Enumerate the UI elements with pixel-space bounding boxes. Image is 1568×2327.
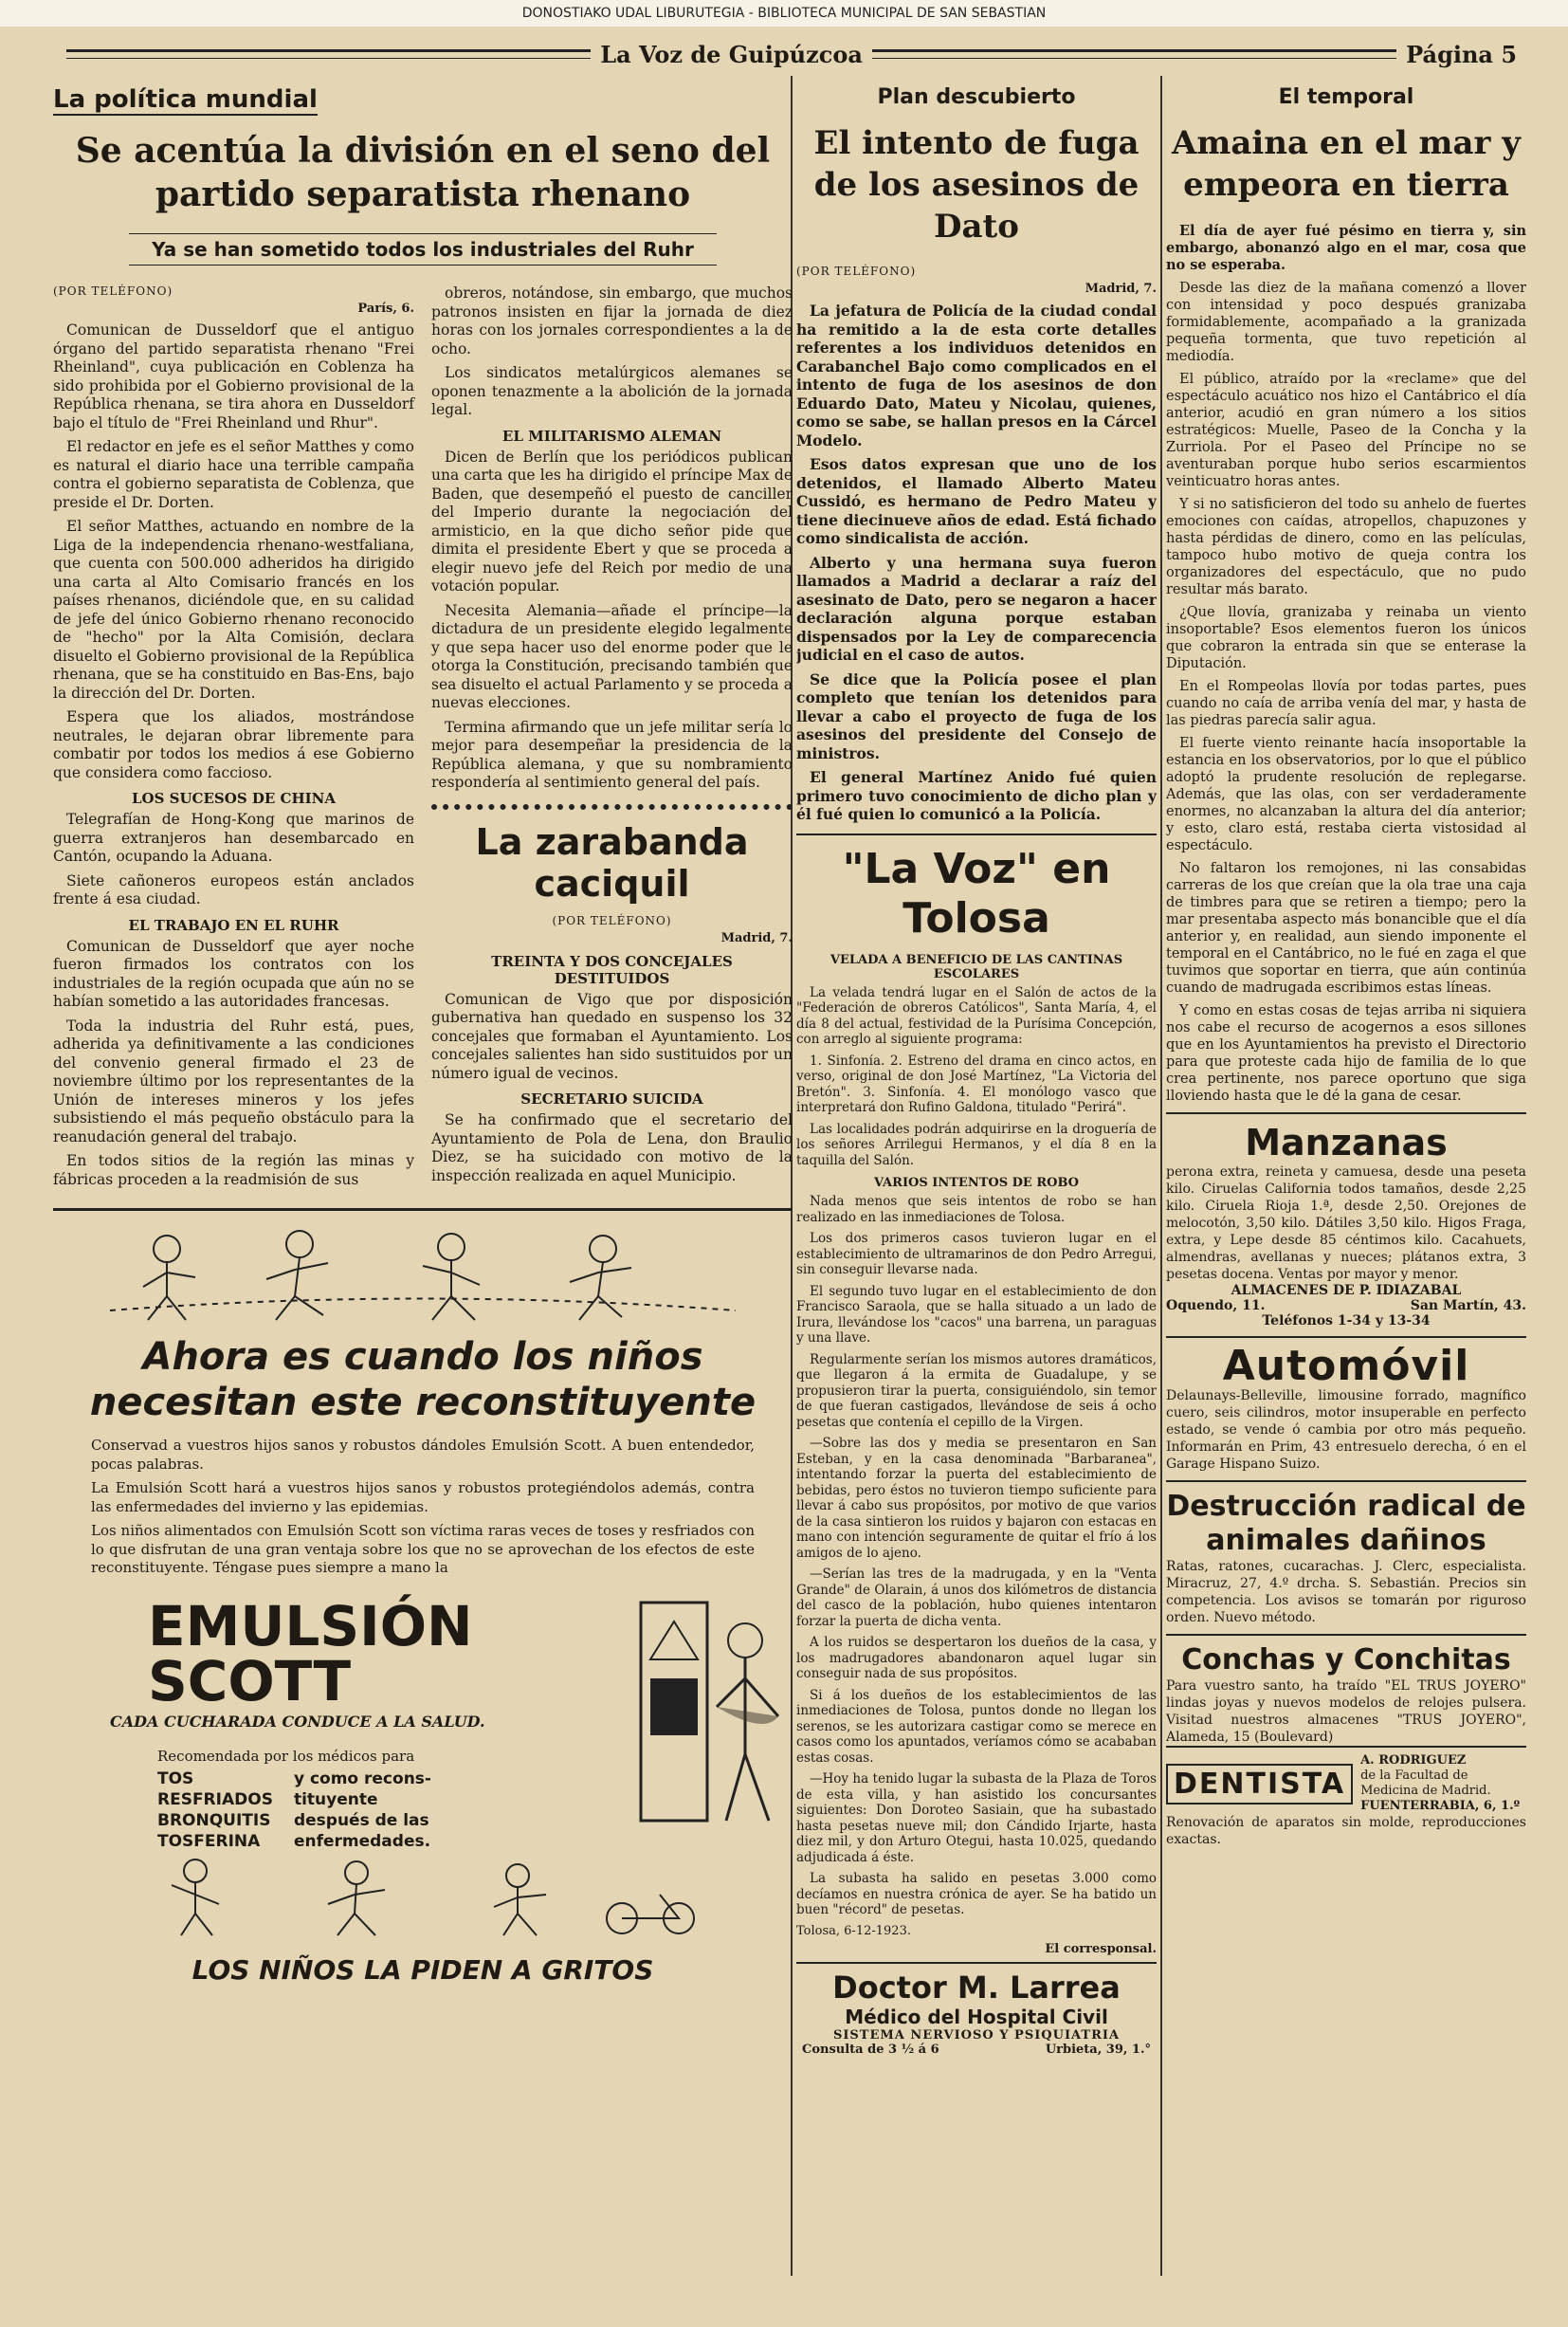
ad-title: Manzanas: [1245, 1122, 1448, 1164]
headline: El intento de fuga de los asesinos de Dato: [813, 124, 1140, 246]
dentista-info: [1360, 1753, 1526, 1814]
section-label: La política mundial: [53, 85, 318, 114]
paragraph: Se ha confirmado que el secretario del Ayuntamiento de Pola de Lena, don Braulio Diez, se ha suicidado con motivo de la inspección realizada en aquel Municipio.: [431, 1111, 793, 1184]
paragraph: La subasta ha salido en pesetas 3.000 como decíamos en nuestra crónica de ayer. Se ha batido un buen "récord" de pesetas.: [796, 1871, 1157, 1917]
ailment-item: TOS: [157, 1768, 194, 1788]
paragraph: Toda la industria del Ruhr está, pues, adherida ya definitivamente a las condiciones del convenio general firmado el 23 de noviembre último por los representantes de la Unión de intereses mineros y los jefes subsistiendo el más pequeño obstáculo para la reanudación general del trabajo.: [53, 1017, 414, 1145]
paragraph: —Serían las tres de la madrugada, y en la "Venta Grande" de Olarain, á unos dos kilómetros de distancia del casco de la población, hubo quienes intentaron forzar la puerta de dicha venta.: [796, 1567, 1157, 1629]
paragraph: Esos datos expresan que uno de los detenidos, el llamado Alberto Mateu Cussidó, es hermano de Pedro Mateu y tiene diecinueve años de edad. Está fichado como sindicalista de acción.: [796, 455, 1157, 547]
paragraph: Se dice que la Policía posee el plan completo que tenían los detenidos para llevar a cabo el proyecto de fuga de los asesinos del presidente del Consejo de ministros.: [796, 669, 1157, 762]
doctor-address: Urbieta, 39, 1.°: [1045, 2042, 1151, 2057]
paragraph: El general Martínez Anido fué quien primero tuvo conocimiento de dicho plan y él fué quien lo comunicó a la Policía.: [796, 768, 1157, 823]
automovil-ad: [1166, 1336, 1526, 1473]
section-label: Plan descubierto: [877, 85, 1076, 109]
ad-slogan: Ahora es cuando los niños necesitan este reconstituyente: [89, 1335, 757, 1424]
doctor-role: Médico del Hospital Civil: [845, 2005, 1108, 2028]
dateline: Madrid, 7.: [720, 930, 793, 945]
children-running-illustration: [53, 1220, 793, 1325]
children-illustration-bottom: [53, 1852, 793, 1937]
dateline: Madrid, 7.: [1085, 282, 1157, 296]
paragraph: La velada tendrá lugar en el Salón de actos de la "Federación de obreros Católicos", Santa María, 4, el día 8 del actual, festividad de la Purísima Concepción, con arreglo al siguiente programa:: [796, 984, 1157, 1047]
ad-text: perona extra, reineta y camuesa, desde una peseta kilo. Ciruelas California todos tamaños, desde 2,25 kilo. Ciruela Rioja 1.ª, desde 2,50. Orejones de melocotón, 3,50 kilo. Dátiles 3,50 kilo. Higos Fraga, extra, y Lepe desde 85 céntimos kilo. Cacahuets, almendras, avellanas y nueces; plátanos extra, 3 pesetas docena. Ventas por mayor y menor.: [1166, 1164, 1526, 1282]
ailment-item: TOSFERINA: [157, 1831, 261, 1851]
paragraph: El segundo tuvo lugar en el establecimiento de don Francisco Saraola, que se halla situado a un lado de Irura, llevándose los "cacos" una barrena, un paraguas y una llave.: [796, 1283, 1157, 1346]
ad-footer: LOS NIÑOS LA PIDEN A GRITOS: [191, 1953, 654, 1986]
column-plan-descubierto: [796, 85, 1157, 2266]
claim-line: y como recons-: [293, 1768, 431, 1788]
paragraph: Comunican de Vigo que por disposición gubernativa han quedado en suspenso los 32 concejales que formaban el Ayuntamiento. Los concejales salientes han sido sustituidos por un número igual de vecinos.: [431, 990, 793, 1082]
ailment-item: BRONQUITIS: [157, 1810, 271, 1830]
paragraph: El redactor en jefe es el señor Matthes y como es natural el diario hace una terrible campaña contra el gobierno separatista de Coblenza, que preside el Dr. Dorten.: [53, 438, 414, 511]
divider: [796, 834, 1157, 835]
ad-text: Delaunays-Belleville, limousine forrado, magnífico cuero, seis cilindros, motor insuperable en perfecto estado, se vende ó cambia por otro más pequeño. Informarán en Prim, 43 entresuelo derecha, ó en el Garage Hispano Suizo.: [1166, 1388, 1526, 1472]
ailments-list: [53, 1768, 622, 1852]
paragraph: Nada menos que seis intentos de robo se han realizado en las inmediaciones de Tolosa.: [796, 1194, 1157, 1225]
paragraph: —Sobre las dos y media se presentaron en San Esteban, y en la casa denominada "Barbaranea", intentando forzar la puerta del establecimiento de bebidas, pero éstos no tuvieron tiempo suficiente para llevar á cabo sus propósitos, por motivo de que varios de la casa sintieron los ruidos y bajaron con estacas en mano con intención seguramente de quitar el frío á los amigos de lo ajeno.: [796, 1436, 1157, 1561]
section-subtitle: LOS SUCESOS DE CHINA: [131, 790, 337, 807]
paragraph: Telegrafían de Hong-Kong que marinos de guerra extranjeros han desembarcado en Cantón, ocupando la Aduana.: [53, 811, 414, 865]
paragraph: La jefatura de Policía de la ciudad condal ha remitido a la de esta corte detalles referentes a los individuos detenidos en Carabanchel Bajo como complicados en el intento de fuga de los asesinos de don Eduardo Dato, Mateu y Nicolau, quienes, como se sabe, se hallan presos en la Cárcel Modelo.: [796, 302, 1157, 449]
doctor-details: [796, 2043, 1157, 2057]
claims: [294, 1768, 431, 1852]
ad-text: Para vuestro santo, ha traído "EL TRUS JOYERO" lindas joyas y nuevos modelos de relojes pulsera. Visitad nuestros almacenes "TRUS JOYERO", Alameda, 15 (Boulevard): [1166, 1678, 1526, 1745]
paragraph: Siete cañoneros europeos están anclados frente á esa ciudad.: [53, 871, 414, 907]
article-left-column: [53, 284, 414, 1195]
archive-header: DONOSTIAKO UDAL LIBURUTEGIA - BIBLIOTECA MUNICIPAL DE SAN SEBASTIAN: [0, 0, 1568, 27]
masthead: [57, 38, 1517, 70]
paragraph: Regularmente serían los mismos autores dramáticos, que llegaron á la ermita de Guadalupe, y se propusieron tirar la puerta, consiguiéndolo, sin temor de que fueran castigados, llevándose de seis á ocho pesetas que contenía el cepillo de la Virgen.: [796, 1351, 1157, 1430]
paragraph: Comunican de Dusseldorf que el antiguo órgano del partido separatista rhenano "Frei Rheinland", cuya publicación en Coblenza ha sido prohibida por el Gobierno provisional de la República rhenana, se tira ahora en Dusseldorf bajo el título de "Frei Rheinland und Rhur".: [53, 321, 414, 431]
byline: (POR TELÉFONO): [552, 913, 672, 927]
conchas-ad: [1166, 1634, 1526, 1746]
masthead-rule-right: [872, 49, 1396, 59]
address-right: San Martín, 43.: [1410, 1298, 1526, 1313]
section-subtitle: SECRETARIO SUICIDA: [520, 1090, 703, 1108]
brand-tagline: CADA CUCHARADA CONDUCE A LA SALUD.: [110, 1712, 485, 1731]
dateline: París, 6.: [357, 302, 414, 316]
paragraph: Necesita Alemania—añade el príncipe—la dictadura de un presidente elegido legalmente y que sepa hacer uso del enorme poder que le otorga la Constitución, precisando también que sea disuelto el actual Parlamento y se proceda a nuevas elecciones.: [431, 601, 793, 711]
ad-title: Conchas y Conchitas: [1181, 1643, 1511, 1677]
ad-body: [91, 1437, 755, 1578]
paragraph: obreros, notándose, sin embargo, que muchos patronos insisten en fijar la jornada de diez horas con los jornales correspondientes a la de ocho.: [431, 284, 793, 357]
headline-tolosa: "La Voz" en Tolosa: [842, 844, 1111, 943]
headline-zarabanda: La zarabanda caciquil: [475, 820, 749, 905]
paragraph: Desde las diez de la mañana comenzó a llover con intensidad y poco después granizaba formidablemente, acompañado a la granizada pequeña tormenta, que tuvo repetición al mediodía.: [1166, 281, 1526, 364]
doctor-specialty: SISTEMA NERVIOSO Y PSIQUIATRIA: [832, 2027, 1121, 2043]
ad-title: Destrucción radical de animales dañinos: [1166, 1490, 1526, 1557]
ailments: [157, 1768, 273, 1852]
paragraph: —Hoy ha tenido lugar la subasta de la Plaza de Toros de esta villa, y han asistido los concursantes siguientes: Don Doroteo Sasiain, que ha subastado hasta pesetas nueve mil; don Cándido Irjarte, hasta diez mil, y don Arturo Otegui, hasta 10.025, quedando adjudicada á éste.: [796, 1771, 1157, 1865]
claim-line: tituyente: [293, 1789, 378, 1809]
ad-paragraph: La Emulsión Scott hará a vuestros hijos sanos y robustos protegiéndolos además, contra las enfermedades del invierno y las epidemias.: [91, 1479, 755, 1515]
paragraph: Dicen de Berlín que los periódicos publican una carta que les ha dirigido el príncipe Max de Baden, que desempeñó el puesto de canciller del Imperio durante la negociación del armisticio, en la que dicho señor pide que dimita el presidente Ebert y que se proceda a elegir nuevo jefe del Reich por medio de una votación popular.: [431, 448, 793, 595]
divider: [431, 804, 793, 810]
brand-name: EMULSIÓN SCOTT: [148, 1593, 473, 1713]
doctor-hours: Consulta de 3 ½ á 6: [802, 2042, 939, 2057]
column-divider: [1160, 76, 1162, 2276]
ad-text: Ratas, ratones, cucarachas. J. Clerc, especialista. Miracruz, 27, 4.º drcha. S. Sebastián. Precios sin competencia. Los avisos se tomarán por riguroso orden. Nuevo método.: [1166, 1559, 1526, 1625]
paragraph: Si á los dueños de los establecimientos de las inmediaciones de Tolosa, puntos donde no llegan los serenos, se les autorizara castigar como se merece en casos como los apuntados, veríamos cómo se acababan estas cosas.: [796, 1687, 1157, 1766]
section-subtitle: VARIOS INTENTOS DE ROBO: [873, 1176, 1080, 1190]
paragraph: Las localidades podrán adquirirse en la droguería de los señores Arrilegui Hermanos, y el día 8 en la taquilla del Salón.: [796, 1121, 1157, 1168]
paragraph: ¿Que llovía, granizaba y reinaba un viento insoportable? Esos elementos fueron los únicos que cobraron la entrada sin que se enterase la Diputación.: [1166, 605, 1526, 671]
ad-paragraph: Los niños alimentados con Emulsión Scott son víctima raras veces de toses y resfriados con lo que disfrutan de una gran ventaja sobre los que no se aprovechan de los efectos de este reconstituyente. Téngase pues siempre a mano la: [91, 1522, 755, 1576]
paragraph: El señor Matthes, actuando en nombre de la Liga de la independencia rhenano-westfaliana, que cuenta con 500.000 adheridos ha dirigido una carta al Alto Comisario francés en los países rhenanos, diciéndole que, en su calidad de jefe del único Gobierno rhenano reconocido de "hecho" por la Alta Comisión, declara disuelto el Gobierno provisional de la República rhenana, que se ha constituido en Bas-Ens, bajo la dirección del Dr. Dorten.: [53, 518, 414, 702]
fisherman-bottle-illustration: [622, 1584, 793, 1830]
store-phones: Teléfonos 1-34 y 13-34: [1262, 1313, 1431, 1328]
headline: Se acentúa la división en el seno del partido separatista rhenano: [75, 131, 771, 214]
paragraph: El fuerte viento reinante hacía insoportable la estancia en los observatorios, por lo que el público adoptó la prudente resolución de replegarse. Además, que las olas, con ser verdaderamente enormes, no alcanzaban la altura del día anterior; y esto, claro está, restaba cierta vistosidad al espectáculo.: [1166, 736, 1526, 853]
ad-brand-block: [53, 1584, 793, 1852]
paragraph: Alberto y una hermana suya fueron llamados a Madrid a declarar a raíz del asesinato de Dato, pero se negaron a hacer declaración alguna porque estaban dispensados por la Ley de comparecencia judicial en el caso de autos.: [796, 553, 1157, 664]
page-number: Página 5: [1406, 40, 1518, 68]
section-label: El temporal: [1278, 85, 1414, 109]
byline: (POR TELÉFONO): [53, 284, 173, 298]
paragraph: A los ruidos se despertaron los dueños de la casa, y los madrugadores abandonaron aquel lugar sin conseguir nada de sus propósitos.: [796, 1635, 1157, 1681]
destruccion-ad: [1166, 1480, 1526, 1626]
newspaper-title: La Voz de Guipúzcoa: [600, 40, 863, 68]
doctor-name: Doctor M. Larrea: [832, 1969, 1121, 2006]
recommended-label: Recomendada por los médicos para: [157, 1747, 415, 1765]
signoff-place: Tolosa, 6-12-1923.: [796, 1923, 911, 1938]
ailment-item: RESFRIADOS: [157, 1789, 273, 1809]
manzanas-ad: [1166, 1112, 1526, 1328]
paragraph: No faltaron los remojones, ni las consabidas carreras de los que creían que la ola trae una caja de timbres para que se retiren a tiempo; pero la mar presentaba aspecto más bonancible que el día anterior y, en realidad, aun siendo imponente el temporal en el Cantábrico, no le fué en zaga el que tuvimos que soportar en tierra, que aún continúa cuando de madrugada escribimos estas líneas.: [1166, 861, 1526, 996]
column-el-temporal: [1166, 85, 1526, 2266]
dentista-label: DENTISTA: [1166, 1764, 1353, 1805]
children-illustration: [53, 1220, 793, 1325]
section-subtitle: EL TRABAJO EN EL RUHR: [128, 916, 339, 934]
section-subtitle: TREINTA Y DOS CONCEJALES DESTITUIDOS: [491, 952, 733, 987]
paragraph: Y si no satisficieron del todo su anhelo de fuertes emociones con caídas, atropellos, chapuzones y hasta pérdidas de dinero, como en las películas, tampoco hubo motivo de queja contra los organizadores del espectáculo, que no pudo resultar más barato.: [1166, 497, 1526, 597]
paragraph: Espera que los aliados, mostrándose neutrales, le dejaran obrar libremente para combatir por todos los medios á ese Gobierno que considera como faccioso.: [53, 708, 414, 781]
article-body: [53, 284, 793, 1195]
article-right-column: [431, 284, 793, 1195]
paragraph: En el Rompeolas llovía por todas partes, pues cuando no caía de arriba venía del mar, y hasta de las piedras parecía salir agua.: [1166, 679, 1526, 728]
paragraph: El público, atraído por la «reclame» que del espectáculo acuático nos hizo el Cantábrico el día anterior, acudió en gran número a los sitios estratégicos: Muelle, Paseo de la Concha y la Zurriola. Por el Paseo del Príncipe no se aventuraban porque hubo serios escarmientos veinticuatro horas antes.: [1166, 372, 1526, 489]
subheadline: Ya se han sometido todos los industriales del Ruhr: [129, 233, 717, 266]
paragraph: Los dos primeros casos tuvieron lugar en el establecimiento de ultramarinos de don Pedro Arregui, sin conseguir llevarse nada.: [796, 1231, 1157, 1277]
store-addresses: [1166, 1298, 1526, 1313]
dentista-address: FUENTERRABIA, 6, 1.º: [1360, 1799, 1521, 1813]
paragraph: Termina afirmando que un jefe militar sería lo mejor para desempeñar la presidencia de la República alemana, y que su nombramiento respondería al sentimiento general del país.: [431, 718, 793, 791]
paragraph: En todos sitios de la región las minas y fábricas proceden a la readmisión de sus: [53, 1152, 414, 1188]
dentista-title: de la Facultad de Medicina de Madrid.: [1360, 1768, 1491, 1798]
masthead-rule-left: [66, 49, 591, 59]
dentista-name: A. RODRIGUEZ: [1360, 1753, 1467, 1768]
paragraph: Los sindicatos metalúrgicos alemanes se oponen tenazmente a la abolición de la jornada legal.: [431, 364, 793, 418]
address-left: Oquendo, 11.: [1166, 1298, 1266, 1313]
dentista-ad: [1166, 1746, 1526, 1814]
dentista-note: Renovación de aparatos sin molde, reproducciones exactas.: [1166, 1815, 1526, 1847]
claim-line: después de las: [293, 1810, 429, 1830]
claim-line: enfermedades.: [293, 1831, 431, 1851]
section-subtitle: VELADA A BENEFICIO DE LAS CANTINAS ESCOLARES: [830, 952, 1123, 981]
paragraph: Y como en estas cosas de tejas arriba ni siquiera nos cabe el recurso de acogernos a esos sillones que en los Ayuntamientos ha previsto el Directorio para que proteste cada hijo de familia de lo que crea pertinente, nos parece oportuno que siga lloviendo hasta que le dé la gana de cesar.: [1166, 1003, 1526, 1104]
byline: (POR TELÉFONO): [796, 265, 917, 278]
paragraph: Comunican de Dusseldorf que ayer noche fueron firmados los contratos con los industriales de la región ocupada que aún no se habían sometido a las autoridades francesas.: [53, 937, 414, 1010]
children-playing-illustration: [53, 1852, 793, 1937]
store-name: ALMACENES DE P. IDIAZABAL: [1231, 1283, 1462, 1298]
paragraph: 1. Sinfonía. 2. Estreno del drama en cinco actos, en verso, original de don José Martínez, "La Victoria del Bretón". 3. Sinfonía. 4. El monólogo vasco que interpretará don Rufino Galdona, titulado "Perirá".: [796, 1053, 1157, 1115]
emulsion-scott-ad: [53, 1208, 793, 1986]
ad-paragraph: Conservad a vuestros hijos sanos y robustos dándoles Emulsión Scott. A buen entendedor, pocas palabras.: [91, 1437, 755, 1473]
doctor-ad: [796, 1962, 1157, 2057]
headline: Amaina en el mar y empeora en tierra: [1172, 124, 1521, 204]
paragraph: El día de ayer fué pésimo en tierra y, sin embargo, abonanzó algo en el mar, cosa que no se esperaba.: [1166, 223, 1526, 273]
column-politica-mundial: [53, 85, 793, 2266]
ad-title: Automóvil: [1222, 1342, 1470, 1390]
section-subtitle: EL MILITARISMO ALEMAN: [501, 427, 722, 445]
signoff: El corresponsal.: [1045, 1941, 1157, 1956]
